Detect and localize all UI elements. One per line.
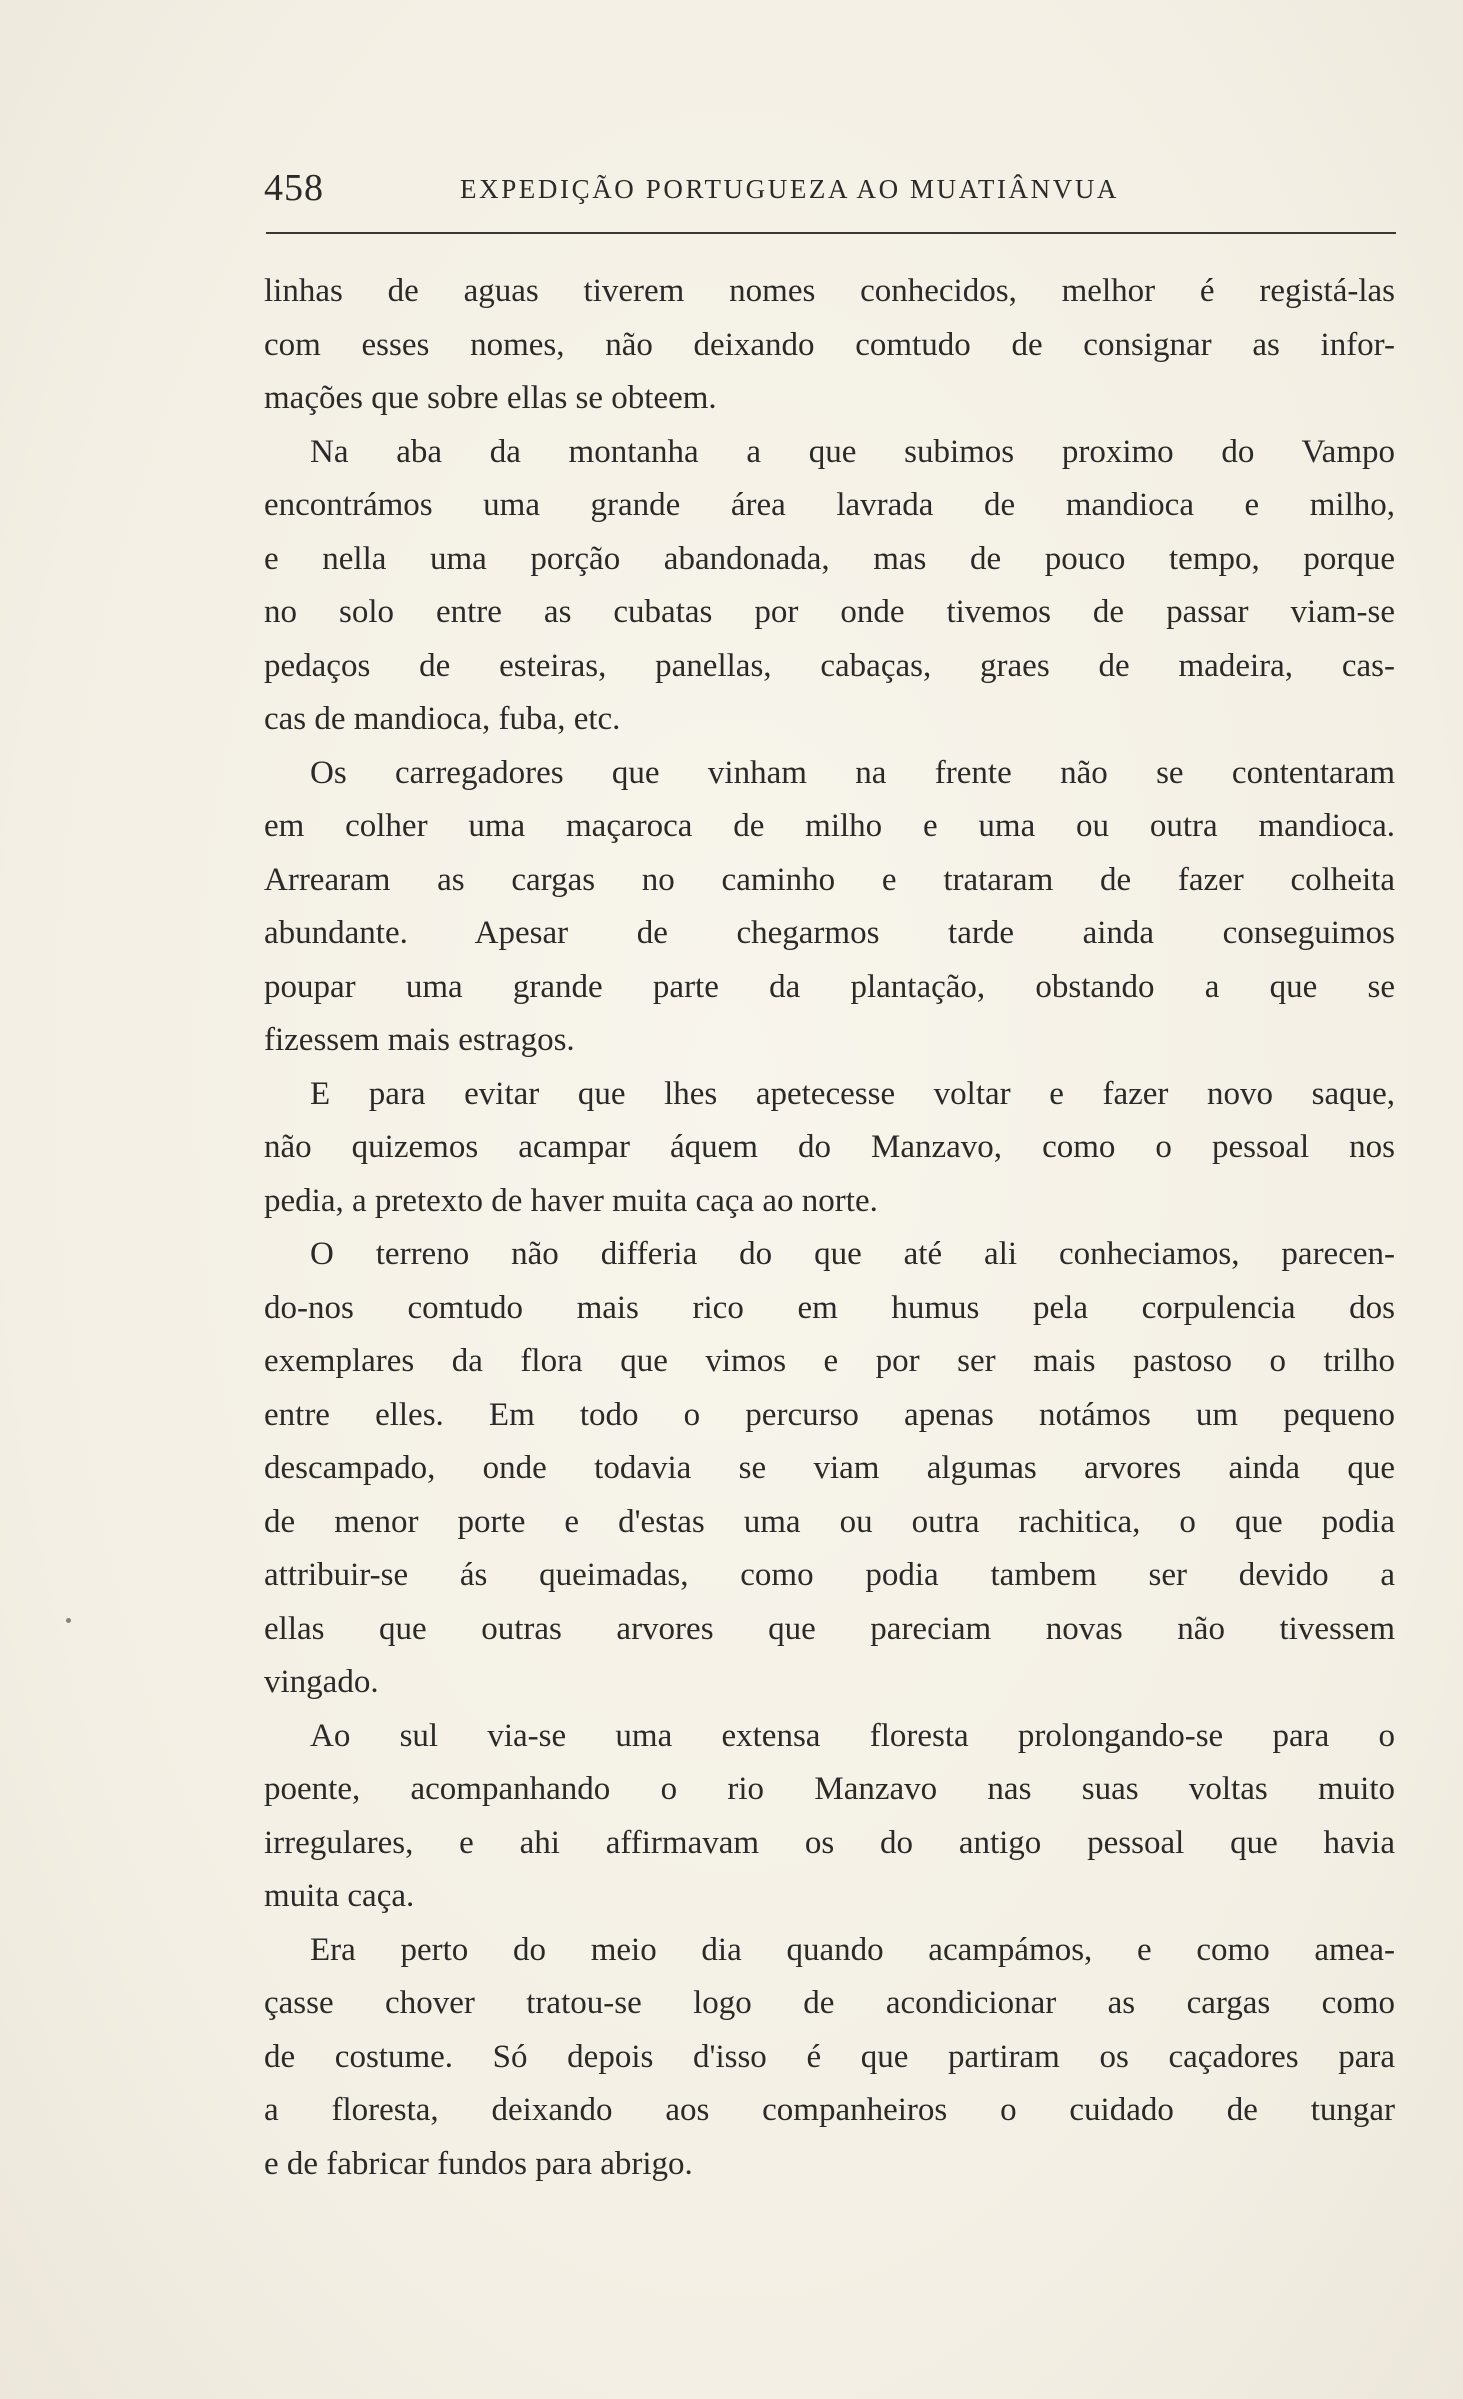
text-line: O terreno não differia do que até ali conheciamos, parecen- [310, 1236, 1395, 1272]
text-line: poupar uma grande parte da plantação, obstando a que se [264, 968, 1395, 1005]
text-line: fizessem mais estragos. [264, 1022, 575, 1058]
text-line: muita caça. [264, 1878, 415, 1914]
text-line: e nella uma porção abandonada, mas de pouco tempo, porque [264, 540, 1395, 577]
text-line: e de fabricar fundos para abrigo. [264, 2145, 693, 2182]
text-line: no solo entre as cubatas por onde tivemos de passar viam-se [264, 594, 1395, 630]
text-line: ellas que outras arvores que pareciam novas não tivessem [264, 1610, 1395, 1647]
text-line: do-nos comtudo mais rico em humus pela corpulencia dos [264, 1289, 1395, 1326]
margin-mark [66, 1618, 71, 1623]
text-line: linhas de aguas tiverem nomes conhecidos, melhor é registá-las [264, 273, 1395, 309]
text-line: mações que sobre ellas se obteem. [264, 380, 717, 416]
text-line: Era perto do meio dia quando acampámos, e como amea- [310, 1931, 1395, 1968]
text-line: a floresta, deixando aos companheiros o cuidado de tungar [264, 2092, 1395, 2128]
text-line: Os carregadores que vinham na frente não se contentaram [310, 754, 1395, 791]
text-line: poente, acompanhando o rio Manzavo nas suas voltas muito [264, 1771, 1395, 1807]
text-line: encontrámos uma grande área lavrada de mandioca e milho, [264, 487, 1395, 523]
text-line: attribuir-se ás queimadas, como podia tambem ser devido a [264, 1557, 1395, 1593]
text-line: com esses nomes, não deixando comtudo de consignar as infor- [264, 326, 1395, 363]
body-text [264, 265, 1395, 2191]
text-line: em colher uma maçaroca de milho e uma ou outra mandioca. [264, 808, 1395, 844]
text-line: irregulares, e ahi affirmavam os do antigo pessoal que havia [264, 1824, 1395, 1861]
text-line: abundante. Apesar de chegarmos tarde ainda conseguimos [264, 915, 1395, 951]
text-line: descampado, onde todavia se viam algumas arvores ainda que [264, 1450, 1395, 1486]
text-line: pedia, a pretexto de haver muita caça ao norte. [264, 1182, 878, 1219]
text-line: entre elles. Em todo o percurso apenas notámos um pequeno [264, 1396, 1395, 1433]
text-line: vingado. [264, 1664, 379, 1700]
running-head-title: EXPEDIÇÃO PORTUGUEZA AO MUATIÂNVUA [460, 174, 1120, 204]
header-rule [266, 232, 1396, 234]
text-line: çasse chover tratou-se logo de acondicionar as cargas como [264, 1985, 1395, 2021]
text-line: de menor porte e d'estas uma ou outra rachitica, o que podia [264, 1503, 1395, 1540]
text-line: cas de mandioca, fuba, etc. [264, 701, 621, 737]
text-line: Arrearam as cargas no caminho e trataram de fazer colheita [264, 861, 1395, 898]
page-number: 458 [264, 167, 324, 209]
text-line: de costume. Só depois d'isso é que partiram os caçadores para [264, 2038, 1395, 2075]
running-head [264, 166, 1394, 214]
text-line: Na aba da montanha a que subimos proximo do Vampo [310, 433, 1395, 470]
text-line: não quizemos acampar áquem do Manzavo, como o pessoal nos [264, 1129, 1395, 1165]
text-line: exemplares da flora que vimos e por ser mais pastoso o trilho [264, 1343, 1395, 1379]
text-line: E para evitar que lhes apetecesse voltar e fazer novo saque, [310, 1075, 1395, 1112]
text-line: Ao sul via-se uma extensa floresta prolongando-se para o [310, 1717, 1395, 1754]
text-line: pedaços de esteiras, panellas, cabaças, graes de madeira, cas- [264, 647, 1395, 684]
